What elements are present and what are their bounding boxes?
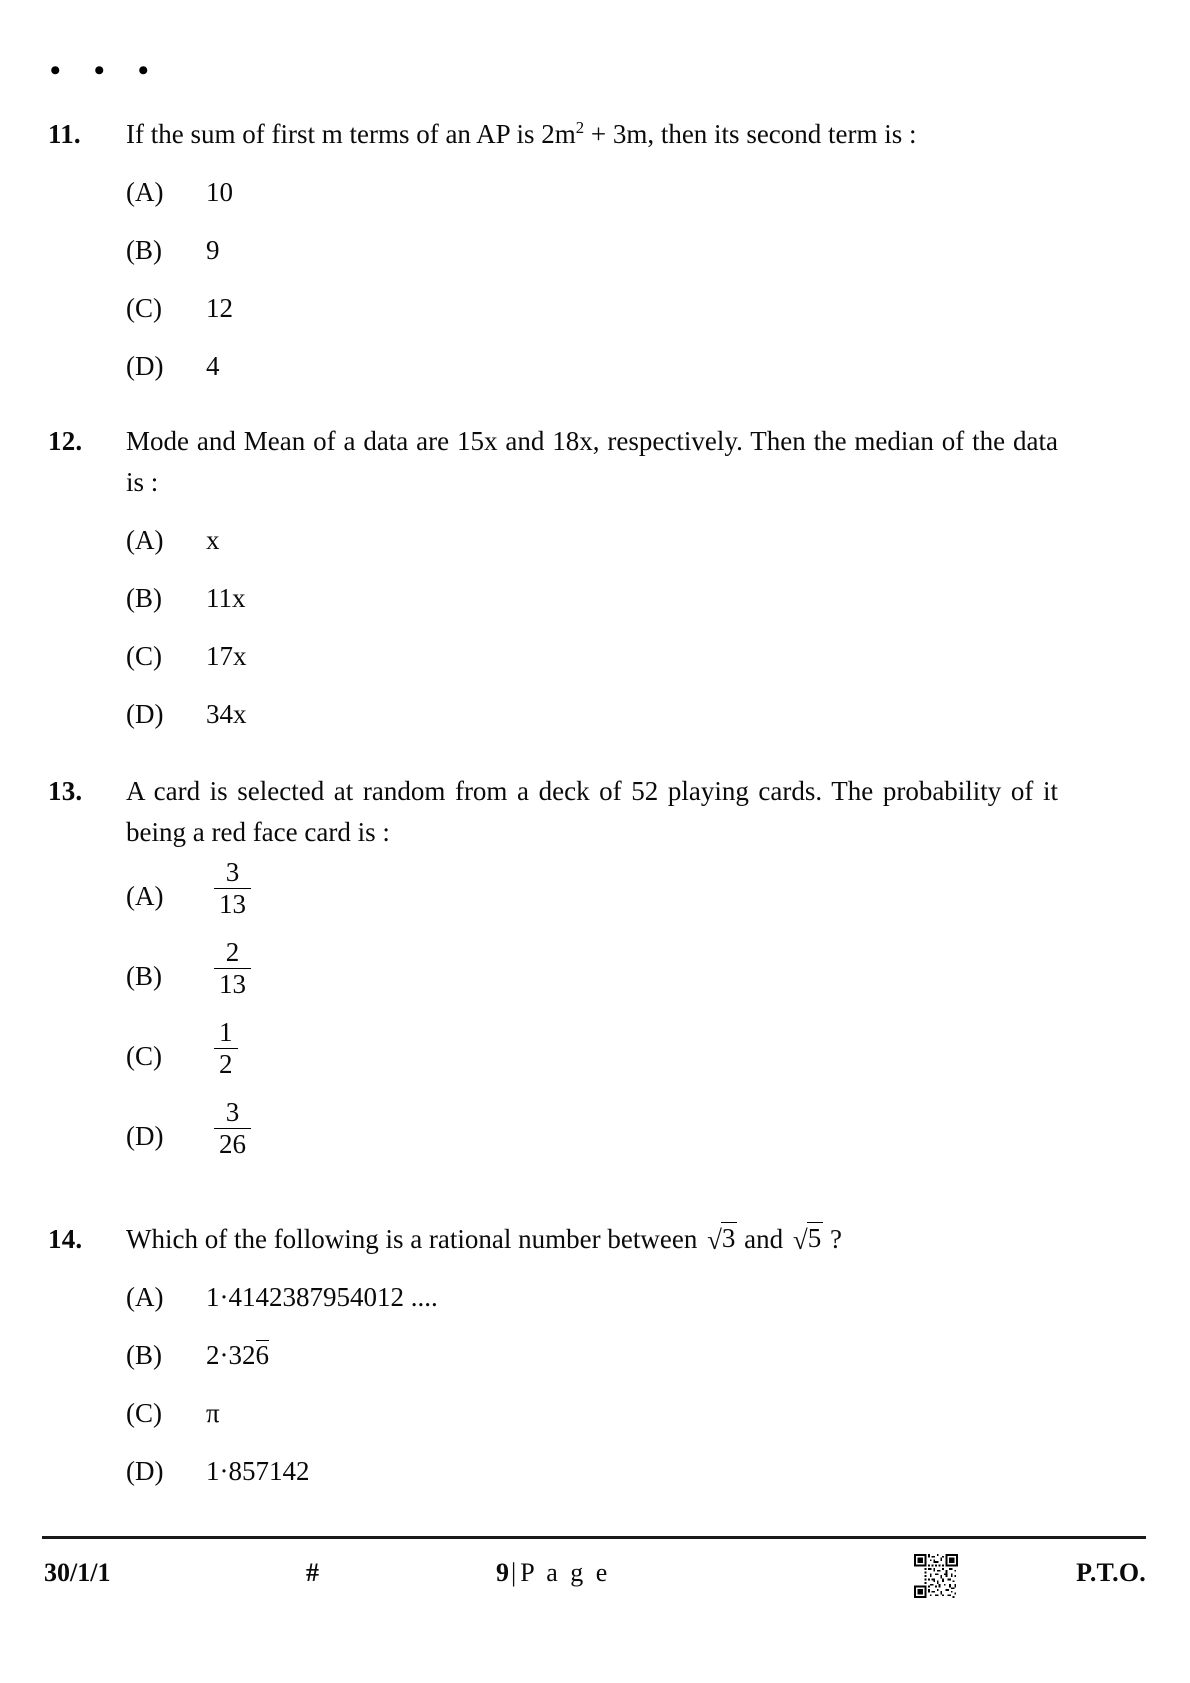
option-13-b[interactable] [126,939,1058,1013]
option-12-a[interactable] [126,519,1058,561]
option-11-a-label: (A) [126,177,164,207]
option-13-a-denominator: 13 [214,888,251,918]
option-13-b-denominator: 13 [214,968,251,998]
option-11-a[interactable] [126,171,1058,213]
question-13-options [126,859,1058,1173]
option-12-d-label: (D) [126,699,164,729]
option-12-c-value: 17x [206,641,247,671]
question-12-number: 12. [48,426,83,456]
option-12-a-label: (A) [126,525,164,555]
option-12-b-value: 11x [206,583,246,613]
option-14-b-value [206,1334,269,1376]
option-14-b-label: (B) [126,1340,162,1370]
option-14-a[interactable] [126,1276,1058,1318]
pto-label: P.T.O. [1076,1558,1146,1587]
radical-symbol: √ [707,1225,722,1255]
option-13-a-numerator: 3 [225,857,240,887]
sqrt-icon-5 [790,1219,823,1260]
option-11-d-value: 4 [206,351,220,381]
question-12-body [126,421,1058,735]
question-14-text-tail: ? [823,1224,842,1254]
option-12-c[interactable] [126,635,1058,677]
question-12-text: Mode and Mean of a data are 15x and 18x, respectively. Then the median of the data is : [126,426,1058,497]
option-14-a-value: 1·4142387954012 .... [206,1282,438,1312]
question-14-text [126,1219,1058,1260]
option-11-b-label: (B) [126,235,162,265]
option-13-a-fraction [214,859,251,918]
option-13-d[interactable] [126,1099,1058,1173]
sqrt-icon-3 [704,1219,737,1260]
option-13-b-numerator: 2 [225,937,240,967]
option-13-c-denominator: 2 [214,1048,238,1078]
question-13-number: 13. [48,776,83,806]
question-11 [48,114,1058,387]
option-12-b-label: (B) [126,583,162,613]
question-13-body [126,771,1058,1173]
question-11-body [126,114,1058,387]
question-12 [48,421,1058,735]
option-13-b-label: (B) [126,961,162,991]
option-14-b[interactable] [126,1334,1058,1376]
question-14-text-lead: Which of the following is a rational number between [126,1224,705,1254]
option-13-c-fraction [214,1019,238,1078]
question-14-body [126,1219,1058,1492]
question-12-options [126,519,1058,735]
page-indicator [496,1558,610,1588]
question-13-text: A card is selected at random from a deck of 52 playing cards. The probability of it being a red face card is : [126,776,1058,847]
page-separator: | [511,1558,517,1587]
question-14-options [126,1276,1058,1492]
option-14-c-label: (C) [126,1398,162,1428]
option-11-b[interactable] [126,229,1058,271]
page-word: P a g e [520,1558,611,1587]
option-11-b-value: 9 [206,235,220,265]
radicand-5: 5 [807,1223,822,1253]
question-11-text-after: + 3m, then its second term is : [584,119,917,149]
option-14-c-value: π [206,1398,220,1428]
radical-symbol: √ [792,1225,808,1255]
footer-hash-mark: # [306,1558,319,1587]
page-content [48,54,1058,1492]
option-14-a-label: (A) [126,1282,164,1312]
option-11-c-value: 12 [206,293,233,323]
radicand-3: 3 [721,1223,736,1253]
option-13-c-label: (C) [126,1041,162,1071]
option-12-a-value: x [206,525,220,555]
option-14-d[interactable] [126,1450,1058,1492]
option-14-b-value-prefix: 2·32 [206,1340,256,1370]
option-14-b-repeating-digit: 6 [255,1340,269,1370]
option-13-d-numerator: 3 [225,1097,240,1127]
option-13-a-label: (A) [126,881,164,911]
option-13-d-denominator: 26 [214,1128,251,1158]
option-12-d[interactable] [126,693,1058,735]
option-12-c-label: (C) [126,641,162,671]
option-13-c-numerator: 1 [219,1017,233,1047]
option-14-d-label: (D) [126,1456,164,1486]
question-11-options [126,171,1058,387]
question-11-exponent: 2 [575,118,585,137]
qr-code-icon [914,1554,958,1598]
question-14-text-middle: and [737,1224,790,1254]
question-11-text-before: If the sum of first m terms of an AP is 2m [126,119,576,149]
option-13-d-label: (D) [126,1121,164,1151]
option-11-d[interactable] [126,345,1058,387]
option-14-d-value: 1·857142 [206,1456,310,1486]
option-13-d-fraction [214,1099,251,1158]
question-14 [48,1219,1058,1492]
option-11-c[interactable] [126,287,1058,329]
option-11-d-label: (D) [126,351,164,381]
question-13 [48,771,1058,1173]
option-12-d-value: 34x [206,699,247,729]
option-14-c[interactable] [126,1392,1058,1434]
option-13-a[interactable] [126,859,1058,933]
continuation-dots: • • • [50,54,162,87]
page-number: 9 [496,1558,509,1587]
option-12-b[interactable] [126,577,1058,619]
option-13-c[interactable] [126,1019,1058,1093]
paper-code: 30/1/1 [44,1558,111,1587]
question-11-number: 11. [48,119,81,149]
option-11-a-value: 10 [206,177,233,207]
option-11-c-label: (C) [126,293,162,323]
option-13-b-fraction [214,939,251,998]
question-14-number: 14. [48,1224,83,1254]
footer-divider [42,1536,1146,1539]
question-11-text [126,114,1058,155]
page-footer [42,1552,1146,1608]
qr-code-svg [914,1554,958,1598]
